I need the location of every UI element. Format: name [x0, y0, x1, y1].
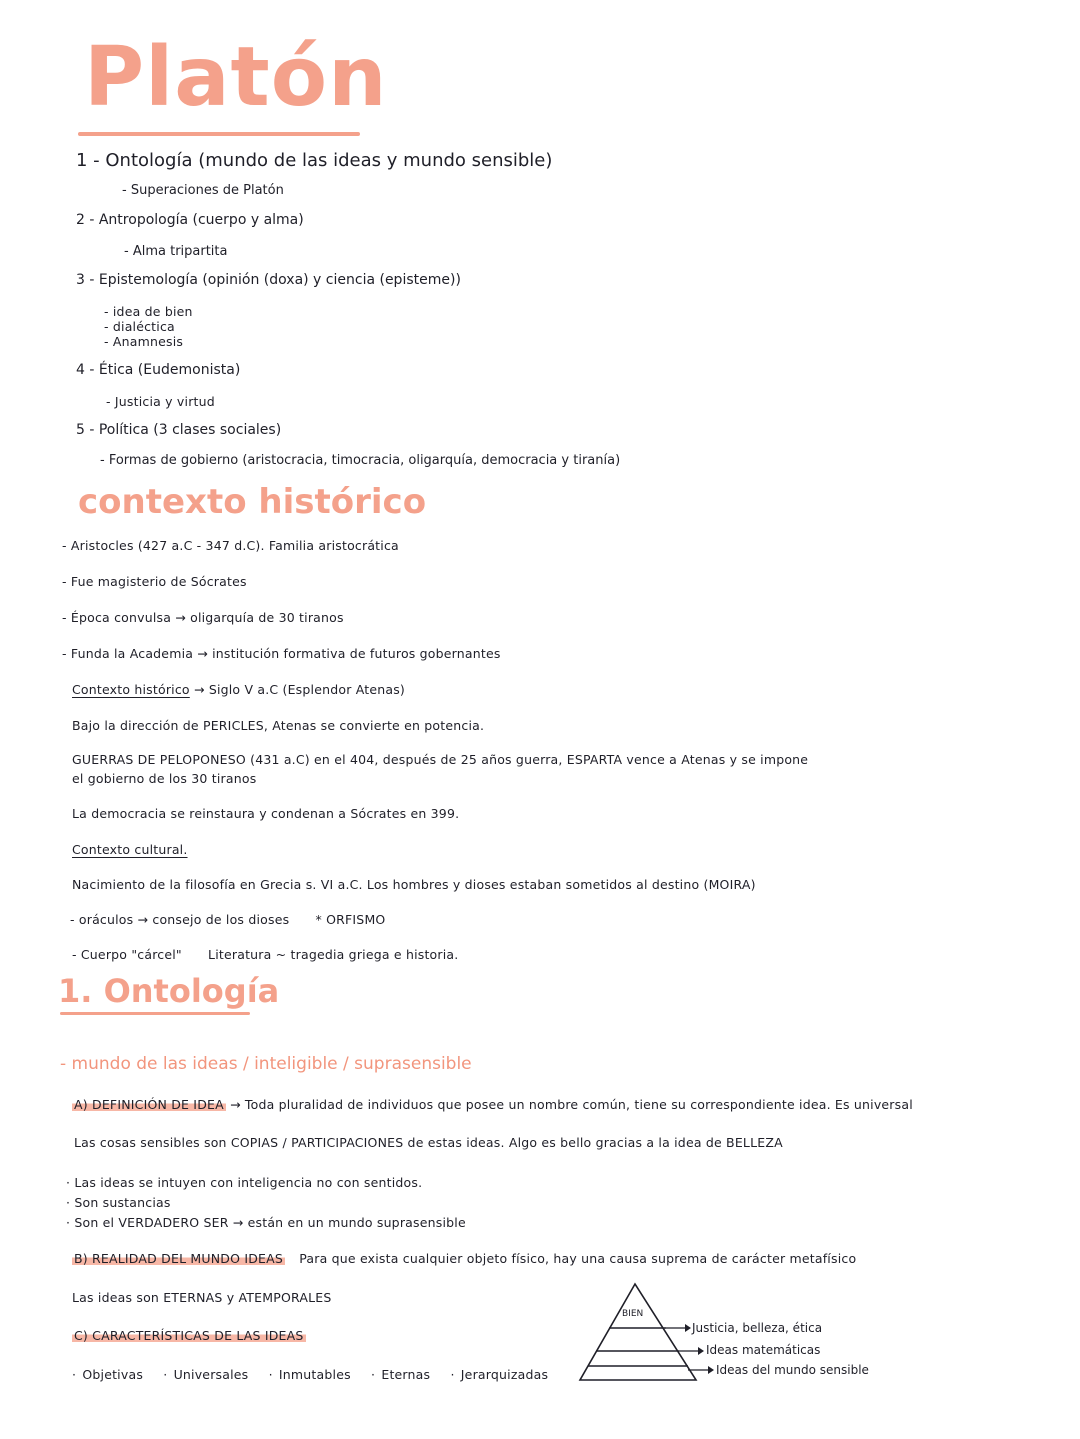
index-item-3: 3 - Epistemología (opinión (doxa) y ciencia (episteme))	[76, 272, 461, 288]
pyramid-arrow-head	[698, 1347, 704, 1355]
realidad-label: B) REALIDAD DEL MUNDO IDEAS	[74, 1251, 284, 1266]
index-sub-1: - Superaciones de Platón	[122, 183, 284, 198]
index-item-4: 4 - Ética (Eudemonista)	[76, 362, 241, 378]
pyramid-arrow-head	[685, 1324, 691, 1332]
index-sub-3a: - idea de bien	[104, 304, 193, 319]
ideas-pyramid-diagram	[570, 1278, 900, 1388]
caracteristica-item: · Universales	[163, 1367, 249, 1382]
copias-line: Las cosas sensibles son COPIAS / PARTICIPACIONES de estas ideas. Algo es bello gracias a la idea de BELLEZA	[74, 1135, 783, 1150]
caracteristicas-list	[72, 1367, 548, 1382]
pyramid-top-label: BIEN	[622, 1309, 644, 1319]
ideas-bullet: · Son sustancias	[66, 1195, 171, 1210]
index-sub-4: - Justicia y virtud	[106, 394, 215, 409]
ontologia-underline	[60, 1012, 250, 1015]
guerras-line-1: GUERRAS DE PELOPONESO (431 a.C) en el 404, después de 25 años guerra, ESPARTA vence a Atenas y se impone	[72, 752, 809, 767]
caracteristicas-label-line	[72, 1328, 306, 1343]
eternas-line: Las ideas son ETERNAS y ATEMPORALES	[72, 1290, 332, 1305]
pericles-line: Bajo la dirección de PERICLES, Atenas se convierte en potencia.	[72, 718, 485, 733]
literatura-text: Literatura ~ tragedia griega e historia.	[208, 947, 459, 962]
index-item-5: 5 - Política (3 clases sociales)	[76, 422, 282, 438]
contexto-item-3: - Época convulsa → oligarquía de 30 tiranos	[62, 610, 344, 625]
pyramid-label-3: Ideas del mundo sensible	[716, 1363, 869, 1377]
page-title: Platón	[84, 30, 388, 125]
definicion-line	[72, 1097, 913, 1112]
caracteristica-item: · Jerarquizadas	[450, 1367, 549, 1382]
title-underline	[78, 132, 360, 136]
index-item-1: 1 - Ontología (mundo de las ideas y mundo sensible)	[76, 150, 553, 171]
contexto-cultural-label: Contexto cultural.	[72, 842, 188, 857]
index-item-2: 2 - Antropología (cuerpo y alma)	[76, 212, 304, 228]
nacimiento-line: Nacimiento de la filosofía en Grecia s. VI a.C. Los hombres y dioses estaban sometidos al destino (MOIRA)	[72, 877, 756, 892]
contexto-historico-rest: → Siglo V a.C (Esplendor Atenas)	[193, 682, 406, 697]
contexto-historico-label: Contexto histórico	[72, 682, 190, 697]
contexto-item-1: - Aristocles (427 a.C - 347 d.C). Familia aristocrática	[62, 538, 399, 553]
cuerpo-line	[72, 947, 458, 962]
democracia-line: La democracia se reinstaura y condenan a Sócrates en 399.	[72, 806, 460, 821]
index-sub-5: - Formas de gobierno (aristocracia, timocracia, oligarquía, democracia y tiranía)	[100, 453, 621, 468]
orfismo-text: * ORFISMO	[315, 912, 386, 927]
ideas-bullet: · Las ideas se intuyen con inteligencia no con sentidos.	[66, 1175, 423, 1190]
definicion-text: → Toda pluralidad de individuos que posee un nombre común, tiene su correspondiente idea. Es universal	[230, 1097, 913, 1112]
index-sub-3c: - Anamnesis	[104, 334, 184, 349]
pyramid-arrow-head	[708, 1366, 714, 1374]
definicion-label: A) DEFINICIÓN DE IDEA	[74, 1097, 224, 1112]
caracteristica-item: · Objetivas	[72, 1367, 144, 1382]
contexto-item-2: - Fue magisterio de Sócrates	[62, 574, 247, 589]
contexto-item-4: - Funda la Academia → institución formativa de futuros gobernantes	[62, 646, 501, 661]
pyramid-label-1: Justicia, belleza, ética	[692, 1321, 823, 1335]
caracteristica-item: · Inmutables	[268, 1367, 351, 1382]
ideas-bullet: · Son el VERDADERO SER → están en un mundo suprasensible	[66, 1215, 466, 1230]
oraculos-text: - oráculos → consejo de los dioses	[70, 912, 290, 927]
realidad-line	[72, 1251, 856, 1266]
contexto-historico-line	[72, 682, 405, 697]
caracteristicas-label: C) CARACTERÍSTICAS DE LAS IDEAS	[74, 1328, 304, 1343]
oraculos-line	[70, 912, 385, 927]
cuerpo-text: - Cuerpo "cárcel"	[72, 947, 182, 962]
pyramid-label-2: Ideas matemáticas	[706, 1343, 821, 1357]
section-heading-contexto: contexto histórico	[78, 482, 427, 522]
index-sub-2: - Alma tripartita	[124, 244, 228, 259]
ideas-bullets	[66, 1173, 466, 1233]
ontologia-subheading: - mundo de las ideas / inteligible / suprasensible	[60, 1054, 472, 1074]
guerras-line-2: el gobierno de los 30 tiranos	[72, 771, 257, 786]
caracteristica-item: · Eternas	[371, 1367, 431, 1382]
index-sub-list-3	[104, 304, 193, 349]
section-heading-ontologia: 1. Ontología	[58, 972, 280, 1010]
realidad-text: Para que exista cualquier objeto físico, hay una causa suprema de carácter metafísico	[299, 1251, 857, 1266]
index-sub-3b: - dialéctica	[104, 319, 175, 334]
